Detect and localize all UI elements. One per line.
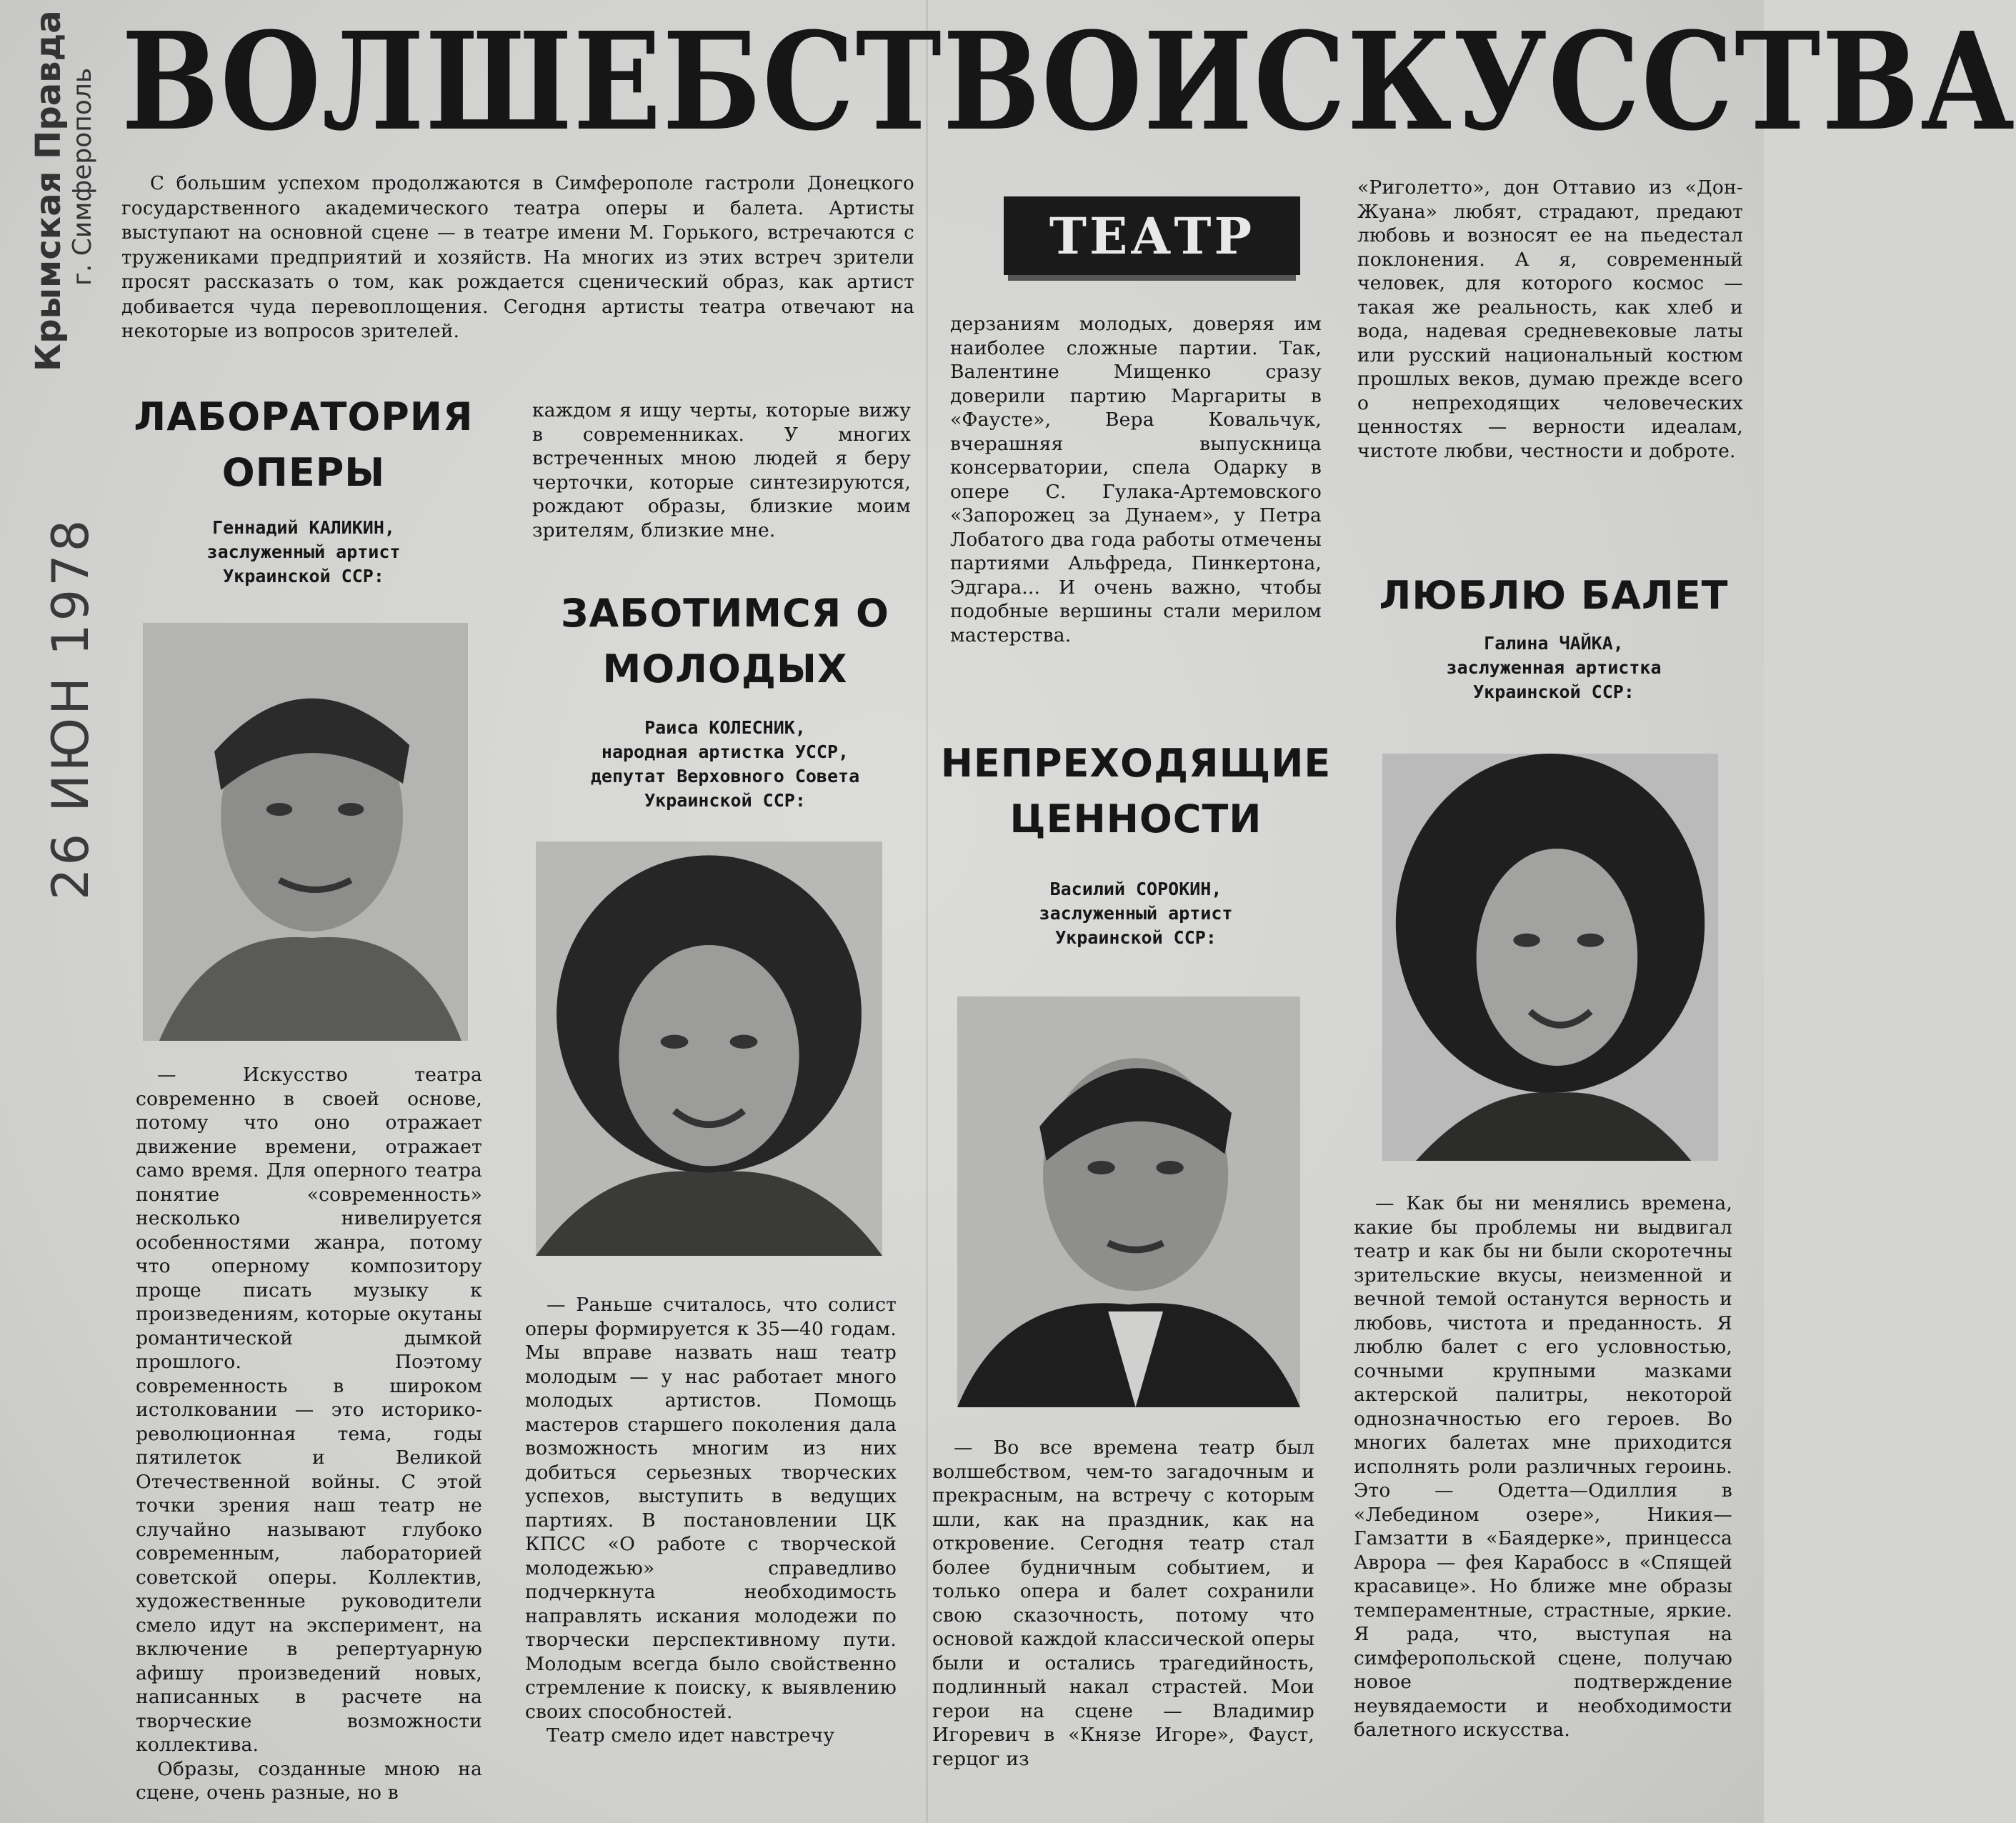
section-1-author: Геннадий КАЛИКИН, bbox=[212, 517, 395, 538]
section-2-paragraph-2: Театр смело идет навстречу bbox=[547, 1724, 835, 1747]
section-2-deputy: депутат Верховного Совета bbox=[590, 766, 860, 786]
section-3-title: НЕПРЕХОДЯЩИЕ ЦЕННОСТИ bbox=[940, 741, 1332, 841]
section-1-text bbox=[136, 1063, 482, 1805]
clipping-date: 26 ИЮН 1978 bbox=[41, 516, 100, 900]
section-4-rank: заслуженная артистка bbox=[1446, 657, 1662, 678]
section-1-continuation bbox=[532, 399, 911, 542]
section-4-title: ЛЮБЛЮ БАЛЕТ bbox=[1379, 573, 1729, 618]
section-1-republic: Украинской ССР: bbox=[223, 566, 384, 586]
section-2-byline bbox=[532, 716, 918, 813]
section-2-republic: Украинской ССР: bbox=[644, 790, 806, 811]
section-1-rank: заслуженный артист bbox=[206, 541, 401, 562]
section-2-text bbox=[525, 1293, 897, 1748]
portrait-kolesnik-image bbox=[536, 841, 882, 1256]
clipping-city: г. Симферополь bbox=[68, 67, 97, 286]
section-3-republic: Украинской ССР: bbox=[1055, 927, 1217, 948]
portrait-kalikin bbox=[143, 623, 468, 1041]
section-2-rank: народная артистка УССР, bbox=[601, 741, 849, 762]
section-4-author: Галина ЧАЙКА, bbox=[1484, 633, 1624, 654]
section-2-continued-paragraph: дерзаниям молодых, доверяя им наиболее сложные партии. Так, Валентине Мищенко сразу доверили партию Маргариты в «Фаусте», Вера Ковальчук, вчерашняя выпускница консерватории, спела Одарку в опере С. Гулака-Артемовского «Запорожец за Дунаем», у Петра Лобатого два года работы отмечены партиями Альфреда, Пинкертона, Эдгара... И очень важно, чтобы подобные вершины стали мерилом мастерства. bbox=[950, 313, 1322, 646]
fold-line bbox=[926, 0, 928, 1823]
section-3-paragraph-1: — Во все времена театр был волшебством, чем-то загадочным и прекрасным, на встречу с которым шли, как на праздник, как на откровение. Сегодня театр стал более будничным событием, и только опера и балет сохранили свою сказочность, потому что основой каждой классической оперы были и остались трагедийность, подлинный накал страстей. Мои герои на сцене — Владимир Игоревич в «Князе Игоре», Фауст, герцог из bbox=[932, 1437, 1314, 1770]
headline-word-2: ИСКУССТВА bbox=[1143, 3, 2016, 161]
section-3-continuation bbox=[1357, 176, 1743, 463]
section-3-author: Василий СОРОКИН, bbox=[1049, 879, 1222, 899]
section-1-byline bbox=[121, 516, 486, 589]
section-3-rank: заслуженный артист bbox=[1039, 903, 1233, 924]
section-1-paragraph-1: — Искусство театра современно в своей основе, потому что оно отражает движение времени, отражает само время. Для оперного театра понятие «современность» несколько нивелируется особенностями жанра, потому что оперному композитору проще писать музыку к произведениям, которые окутаны романтической дымкой прошлого. Поэтому современность в широком истолковании — это историко-революционная тема, годы пятилеток и Великой Отечественной войны. С этой точки зрения наш театр не случайно называют глубоко современным, лабораторией советской оперы. Коллектив, художественные руководители смело идут на эксперимент, на включение в репертуарную афишу произведений новых, написанных в расчете на творческие возможности коллектива. bbox=[136, 1064, 482, 1756]
section-1-continued-paragraph: каждом я ищу черты, которые вижу в современниках. У многих встреченных мною людей я беру черточки, которые синтезируются, рождают образы, близкие моим зрителям, близкие мне. bbox=[532, 399, 911, 541]
portrait-kalikin-image bbox=[143, 623, 468, 1041]
section-4-byline bbox=[1354, 631, 1754, 704]
section-4-republic: Украинской ССР: bbox=[1473, 681, 1635, 702]
section-3-continued-paragraph: «Риголетто», дон Оттавио из «Дон-Жуана» любят, страдают, предают любовь и возносят ее на пьедестал поклонения. А я, современный человек, для которого космос — такая же реальность, как хлеб и вода, надевая средневековые латы или русский национальный костюм прошлых веков, думаю прежде всего о непреходящих человеческих ценностях — верности идеалам, чистоте любви, честности и доброте. bbox=[1357, 176, 1743, 462]
portrait-kolesnik bbox=[536, 841, 882, 1256]
portrait-chaika-image bbox=[1382, 754, 1718, 1161]
clipping-paper-name: Крымская Правда bbox=[29, 10, 69, 371]
intro-paragraph: С большим успехом продолжаются в Симферополе гастроли Донецкого государственного академического театра оперы и балета. Артисты выступают на основной сцене — в театре имени М. Горького, встречаются с тружениками предприятий и хозяйств. На многих из этих встреч зрители просят рассказать о том, как рождается сценический образ, как артист добивается чуда перевоплощения. Сегодня артисты театра отвечают на некоторые из вопросов зрителей. bbox=[121, 173, 914, 342]
section-4-paragraph-1: — Как бы ни менялись времена, какие бы проблемы ни выдвигал театр и как бы ни были скоротечны зрительские вкусы, неизменной и вечной темой останутся верность и любовь, чистота и преданность. Я люблю балет с его условностью, сочными крупными мазками актерской палитры, некоторой однозначностью его героев. Во многих балетах мне приходится исполнять роли различных героинь. Это — Одетта—Одиллия в «Лебедином озере», Никия—Гамзатти в «Баядерке», принцесса Аврора — фея Карабосс в «Спящей красавице». Но ближе мне образы темпераментные, страстные, яркие. Я рада, что, выступая на симферопольской сцене, получаю новое подтверждение неувядаемости и необходимости балетного искусства. bbox=[1354, 1192, 1732, 1741]
headline-word-1: ВОЛШЕБСТВО bbox=[121, 3, 1144, 161]
section-1-title: ЛАБОРАТОРИЯ ОПЕРЫ bbox=[134, 394, 474, 495]
portrait-sorokin-image bbox=[957, 997, 1300, 1407]
headline bbox=[121, 3, 2016, 161]
section-4-text bbox=[1354, 1192, 1732, 1742]
section-2-paragraph-1: — Раньше считалось, что солист оперы формируется к 35—40 годам. Мы вправе назвать наш театр молодым — у нас работает много молодых артистов. Помощь мастеров старшего поколения дала возможность многим из них добиться серьезных творческих успехов, выступить в ведущих партиях. В постановлении ЦК КПСС «О работе с творческой молодежью» справедливо подчеркнута необходимость направлять искания молодежи по творчески перспективному пути. Молодым всегда было свойственно стремление к поиску, к выявлению своих способностей. bbox=[525, 1294, 897, 1723]
portrait-sorokin bbox=[957, 997, 1300, 1407]
rubric-theatre: ТЕАТР bbox=[1004, 196, 1300, 275]
portrait-chaika bbox=[1382, 754, 1718, 1161]
section-1-paragraph-2: Образы, созданные мною на сцене, очень разные, но в bbox=[136, 1757, 482, 1804]
section-3-byline bbox=[936, 877, 1336, 950]
section-3-text bbox=[932, 1436, 1314, 1771]
section-2-author: Раиса КОЛЕСНИК, bbox=[644, 717, 806, 738]
section-2-title: ЗАБОТИМСЯ О МОЛОДЫХ bbox=[561, 591, 889, 691]
section-2-continuation bbox=[950, 312, 1322, 647]
